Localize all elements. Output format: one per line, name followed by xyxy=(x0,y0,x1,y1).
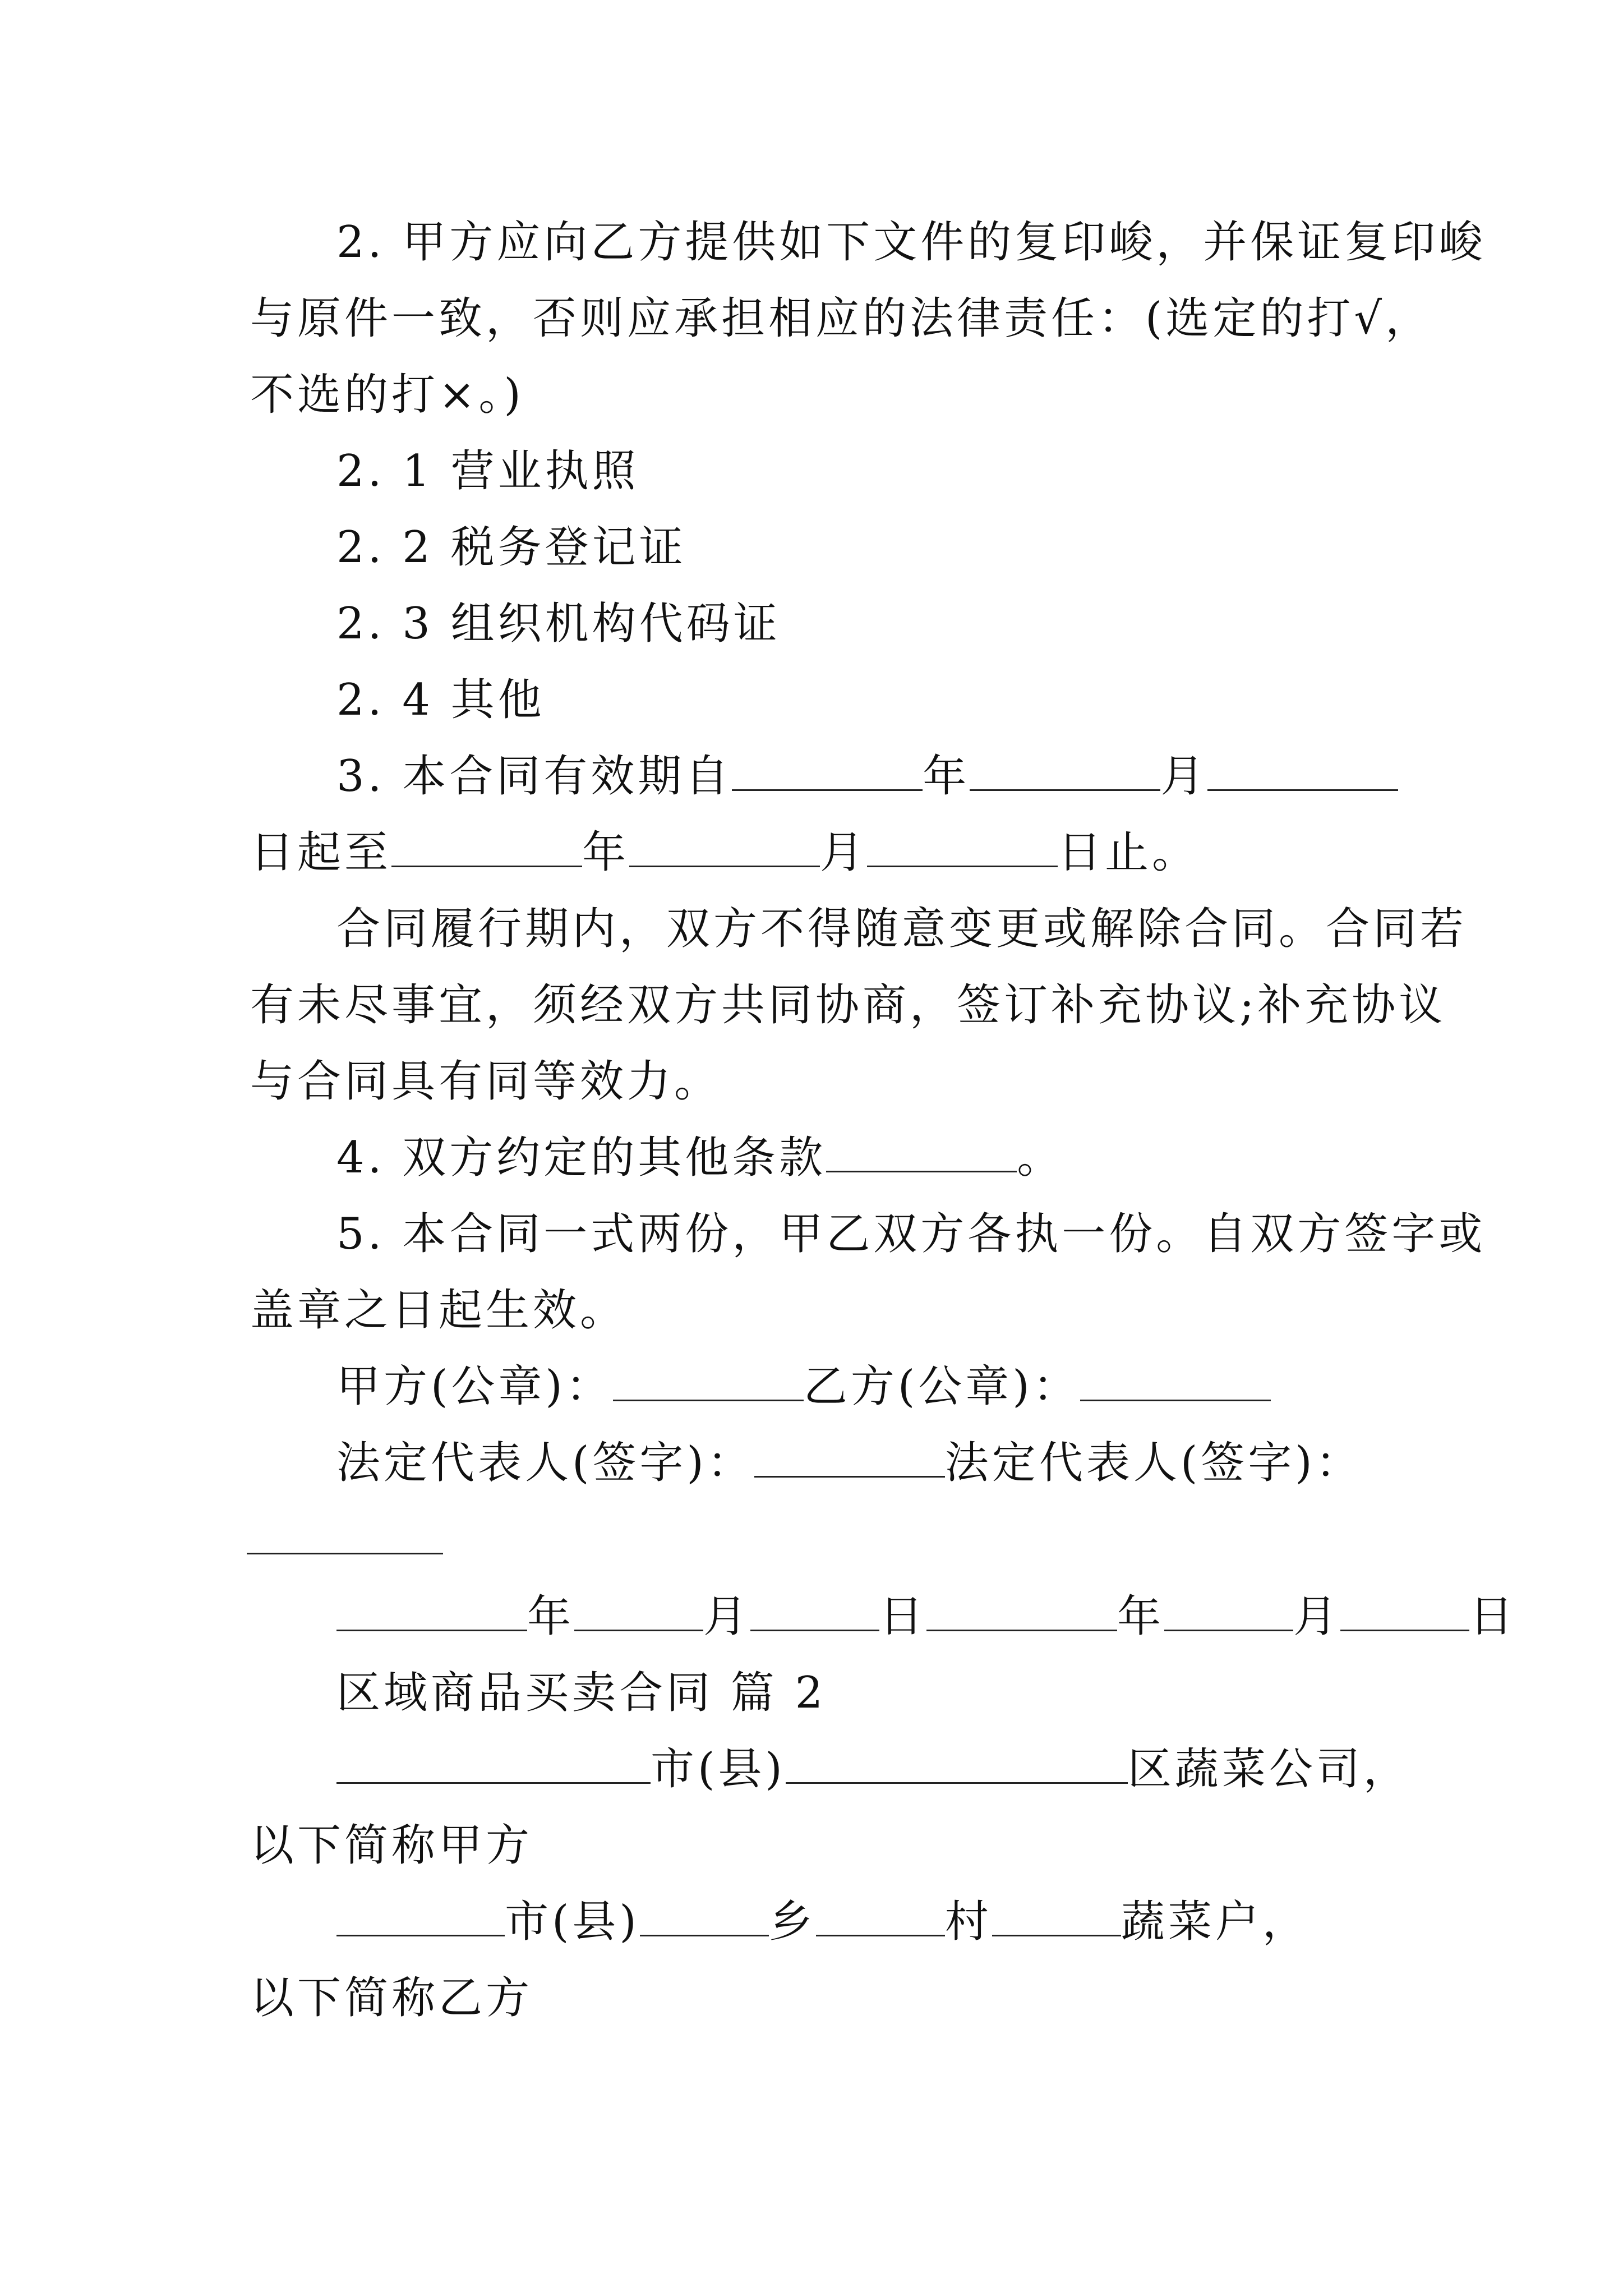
legal-rep-b-blank[interactable] xyxy=(247,1553,443,1554)
date-a-day-blank[interactable] xyxy=(750,1590,879,1631)
start-day-blank[interactable] xyxy=(1207,750,1398,791)
paragraph-line-1: 合同履行期内，双方不得随意变更或解除合同。合同若 xyxy=(336,904,1468,954)
party-a-line: 市(县) 区蔬菜公司， xyxy=(336,1740,1410,1798)
start-month-blank[interactable] xyxy=(970,750,1160,791)
party-b-short-name: 以下简称乙方 xyxy=(250,1973,533,2023)
section-2-heading: 区域商品买卖合同 篇 2 xyxy=(336,1668,827,1718)
party-b-city-blank[interactable] xyxy=(336,1895,505,1936)
party-a-district-blank[interactable] xyxy=(786,1743,1128,1784)
clause-2-4: 2. 4 其他 xyxy=(336,675,545,725)
legal-rep-line: 法定代表人(签字)： 法定代表人(签字)： xyxy=(336,1438,1363,1488)
paragraph-line-2: 有未尽事宜，须经双方共同协商，签订补充协议;补充协议 xyxy=(250,980,1446,1030)
party-b-village-blank[interactable] xyxy=(816,1895,945,1936)
clause-5-line-1: 5. 本合同一式两份，甲乙双方各执一份。自双方签字或 xyxy=(336,1209,1486,1259)
end-month-blank[interactable] xyxy=(629,826,820,867)
clause-2-line-3: 不选的打×。) xyxy=(250,370,524,420)
clause-2-2: 2. 2 税务登记证 xyxy=(336,522,686,573)
date-b-day-blank[interactable] xyxy=(1340,1590,1469,1631)
date-line: 年 月 日 年 月 日 xyxy=(336,1588,1516,1646)
seal-line: 甲方(公章)： 乙方(公章)： xyxy=(336,1358,1271,1416)
date-b-year-blank[interactable] xyxy=(926,1590,1117,1631)
clause-5-line-2: 盖章之日起生效。 xyxy=(250,1285,628,1336)
party-b-line: 市(县) 乡 村 蔬菜户， xyxy=(336,1893,1310,1951)
party-a-city-blank[interactable] xyxy=(336,1743,651,1784)
start-year-blank[interactable] xyxy=(732,750,923,791)
clause-2-1: 2. 1 营业执照 xyxy=(336,446,639,496)
date-a-month-blank[interactable] xyxy=(574,1590,703,1631)
clause-3-line-1: 3. 本合同有效期自 年 月 xyxy=(336,747,1398,806)
party-b-seal-blank[interactable] xyxy=(1080,1360,1271,1401)
end-year-blank[interactable] xyxy=(391,826,582,867)
date-a-year-blank[interactable] xyxy=(336,1590,527,1631)
party-a-short-name: 以下简称甲方 xyxy=(250,1820,533,1871)
clause-2-3: 2. 3 组织机构代码证 xyxy=(336,599,781,649)
end-day-blank[interactable] xyxy=(867,826,1058,867)
party-b-township-blank[interactable] xyxy=(640,1895,769,1936)
party-a-seal-blank[interactable] xyxy=(613,1360,804,1401)
clause-2-line-1: 2. 甲方应向乙方提供如下文件的复印峻，并保证复印峻 xyxy=(336,217,1486,268)
paragraph-line-3: 与合同具有同等效力。 xyxy=(250,1056,722,1107)
clause-3-line-2: 日起至 年 月 日止。 xyxy=(250,827,1200,878)
party-b-household-blank[interactable] xyxy=(992,1895,1121,1936)
other-terms-blank[interactable] xyxy=(826,1131,1017,1172)
legal-rep-a-blank[interactable] xyxy=(754,1437,945,1478)
clause-4: 4. 双方约定的其他条款 。 xyxy=(336,1133,1064,1183)
clause-2-line-2: 与原件一致，否则应承担相应的法律责任：(选定的打√， xyxy=(250,293,1433,344)
date-b-month-blank[interactable] xyxy=(1164,1590,1293,1631)
